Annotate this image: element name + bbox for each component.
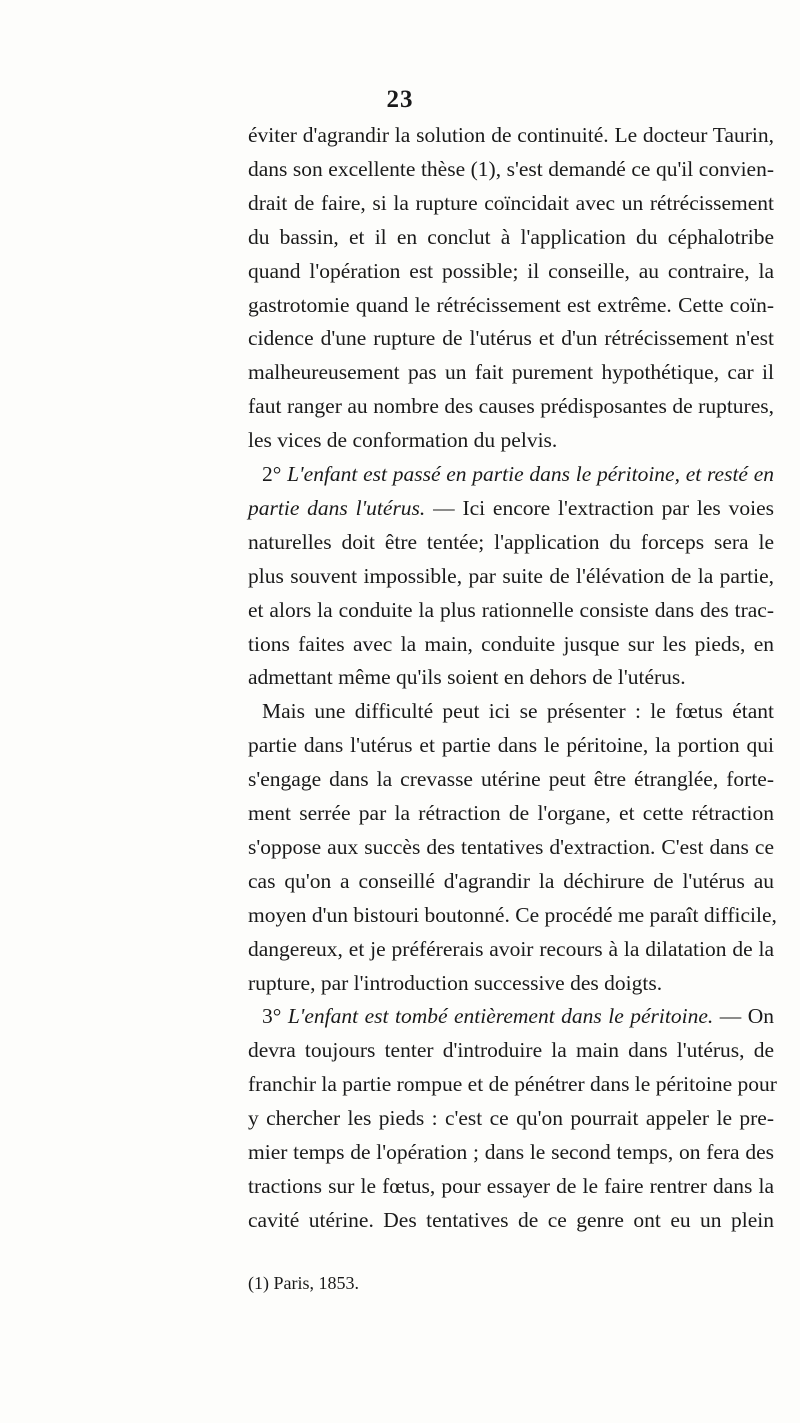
text-line: Mais une difficulté peut ici se présenter : le fœtus étant [262, 699, 774, 724]
text-line: devra toujours tenter d'introduire la main dans l'utérus, de [248, 1038, 774, 1063]
text-line: cidence d'une rupture de l'utérus et d'un rétrécissement n'est [248, 326, 774, 351]
text-line: quand l'opération est possible; il conseille, au contraire, la [248, 258, 774, 283]
text-line: s'oppose aux succès des tentatives d'extraction. C'est dans ce [248, 834, 774, 859]
text-line: du bassin, et il en conclut à l'application du céphalotribe [248, 224, 774, 249]
text-run: — Ici encore l'extraction par les voies [425, 495, 774, 520]
text-line: admettant même qu'ils soient en dehors de l'utérus. [248, 665, 686, 690]
text-line: franchir la partie rompue et de pénétrer dans le péritoine pour [248, 1072, 777, 1097]
text-line: tions faites avec la main, conduite jusque sur les pieds, en [248, 631, 774, 656]
text-line: tractions sur le fœtus, pour essayer de le faire rentrer dans la [248, 1173, 774, 1198]
footnote: (1) Paris, 1853. [248, 1273, 359, 1293]
text-line: rupture, par l'introduction successive des doigts. [248, 970, 663, 995]
text-line: ment serrée par la rétraction de l'organe, et cette rétraction [248, 801, 774, 825]
text-line [248, 457, 774, 491]
text-line: et alors la conduite la plus rationnelle consiste dans des trac- [248, 597, 774, 622]
text-line: y chercher les pieds : c'est ce qu'on pourrait appeler le pre- [248, 1106, 774, 1131]
text-line: moyen d'un bistouri boutonné. Ce procédé me paraît difficile, [248, 902, 777, 927]
text-line: drait de faire, si la rupture coïncidait avec un rétrécissement [248, 190, 774, 215]
section-heading: partie dans l'utérus. [248, 495, 426, 520]
text-line [248, 999, 774, 1033]
section-heading: L'enfant est tombé entièrement dans le péritoine. [287, 1004, 714, 1029]
text-line: dans son excellente thèse (1), s'est demandé ce qu'il convien- [248, 156, 774, 181]
text-line: partie dans l'utérus et partie dans le péritoine, la portion qui [248, 733, 774, 758]
text-line: s'engage dans la crevasse utérine peut être étranglée, forte- [248, 767, 774, 792]
section-number: 2° [262, 462, 288, 486]
text-line: cas qu'on a conseillé d'agrandir la déchirure de l'utérus au [248, 868, 774, 893]
text-run: — On [713, 1004, 774, 1029]
text-line: plus souvent impossible, par suite de l'élévation de la partie, [248, 563, 774, 588]
text-line: malheureusement pas un fait purement hypothétique, car il [248, 360, 774, 385]
text-line: faut ranger au nombre des causes prédisposantes de ruptures, [248, 394, 774, 419]
text-line: les vices de conformation du pelvis. [248, 428, 558, 453]
page-number: 23 [386, 86, 414, 113]
text-line: gastrotomie quand le rétrécissement est extrême. Cette coïn- [248, 292, 774, 317]
section-number: 3° [262, 1004, 288, 1029]
section-heading: L'enfant est passé en partie dans le péritoine, et resté en [287, 462, 774, 486]
text-line: naturelles doit être tentée; l'application du forceps sera le [248, 529, 774, 554]
text-line: mier temps de l'opération ; dans le second temps, on fera des [248, 1140, 774, 1164]
text-line: éviter d'agrandir la solution de continuité. Le docteur Taurin, [248, 123, 774, 147]
text-line: cavité utérine. Des tentatives de ce genre ont eu un plein [248, 1207, 774, 1232]
text-line [248, 491, 774, 525]
text-line: dangereux, et je préférerais avoir recours à la dilatation de la [248, 936, 774, 961]
